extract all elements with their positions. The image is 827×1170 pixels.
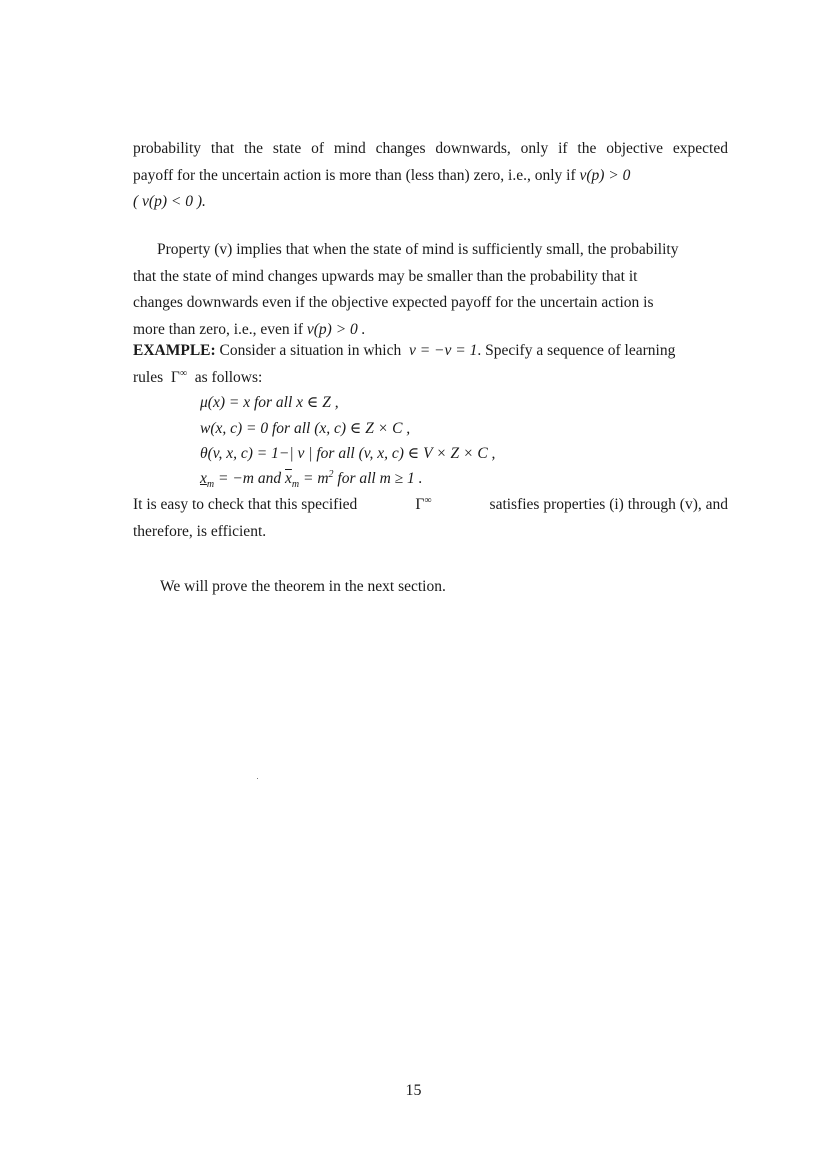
example-rules-label: rules [133, 368, 164, 386]
example-follows: as follows: [194, 368, 263, 386]
p2-line-4-text: more than zero, i.e., even if [133, 320, 303, 338]
p1-line-1: probability that the state of mind changes downwards, only if the objective expected [133, 140, 728, 157]
rule-bounds-upper: $\overline{x}$ [285, 470, 292, 487]
p3-gamma-wrap [415, 492, 431, 519]
example-paragraph [133, 338, 728, 391]
example-math-1: v = −v = 1 [408, 342, 478, 359]
rule-mu: μ(x) = x for all x ∈ Z , [200, 394, 339, 411]
rule-bounds [200, 468, 423, 491]
p3-line-2: therefore, is efficient. [133, 522, 267, 540]
rule-bounds-text-3: for all m ≥ 1 . [333, 470, 423, 487]
p3-line-1-post: satisfies properties (i) through (v), and [489, 496, 728, 513]
example-text-1: Consider a situation in which [219, 342, 402, 359]
rule-bounds-lower: x [200, 470, 207, 487]
paragraph-2 [133, 237, 728, 343]
p3-gamma-sup: ∞ [424, 494, 432, 506]
p3-gamma: Γ [415, 496, 425, 513]
p2-line-1: Property (v) implies that when the state of mind is sufficiently small, the probability [157, 241, 679, 258]
p1-line-2 [133, 163, 728, 190]
example-gamma: Γ [170, 368, 180, 386]
p2-math: v(p) > 0 . [306, 320, 366, 338]
rule-bounds-text-1: = −m and [214, 470, 285, 487]
rule-bounds-lower-sub: m [206, 479, 215, 491]
paragraph-3 [133, 492, 728, 545]
page-number: 15 [405, 1082, 422, 1099]
example-line-1 [133, 338, 728, 365]
rule-w: w(x, c) = 0 for all (x, c) ∈ Z × C , [200, 420, 411, 437]
p1-math-1: v(p) > 0 [579, 166, 631, 184]
rule-bounds-text-2: = m [299, 470, 329, 487]
paragraph-1 [133, 136, 728, 216]
scan-speck [257, 778, 258, 779]
rule-theta: θ(v, x, c) = 1−| v | for all (v, x, c) ∈ V × Z × C , [200, 445, 496, 462]
example-label: EXAMPLE: [133, 342, 216, 359]
example-line-2 [133, 365, 728, 392]
p3-line-1 [133, 492, 728, 519]
example-text-2: . Specify a sequence of learning [477, 342, 676, 359]
p2-line-2: that the state of mind changes upwards may be smaller than the probability that it [133, 267, 638, 285]
rule-bounds-upper-sub: m [291, 479, 300, 491]
p1-math-2: ( v(p) < 0 ). [133, 193, 206, 210]
p2-line-3: changes downwards even if the objective expected payoff for the uncertain action is [133, 294, 654, 311]
rule-bounds-sup: 2 [328, 468, 334, 480]
paragraph-4: We will prove the theorem in the next section. [160, 578, 446, 595]
p1-line-2-text: payoff for the uncertain action is more than (less than) zero, i.e., only if [133, 166, 576, 184]
example-gamma-sup: ∞ [179, 367, 187, 379]
p3-line-1-pre: It is easy to check that this specified [133, 496, 358, 513]
